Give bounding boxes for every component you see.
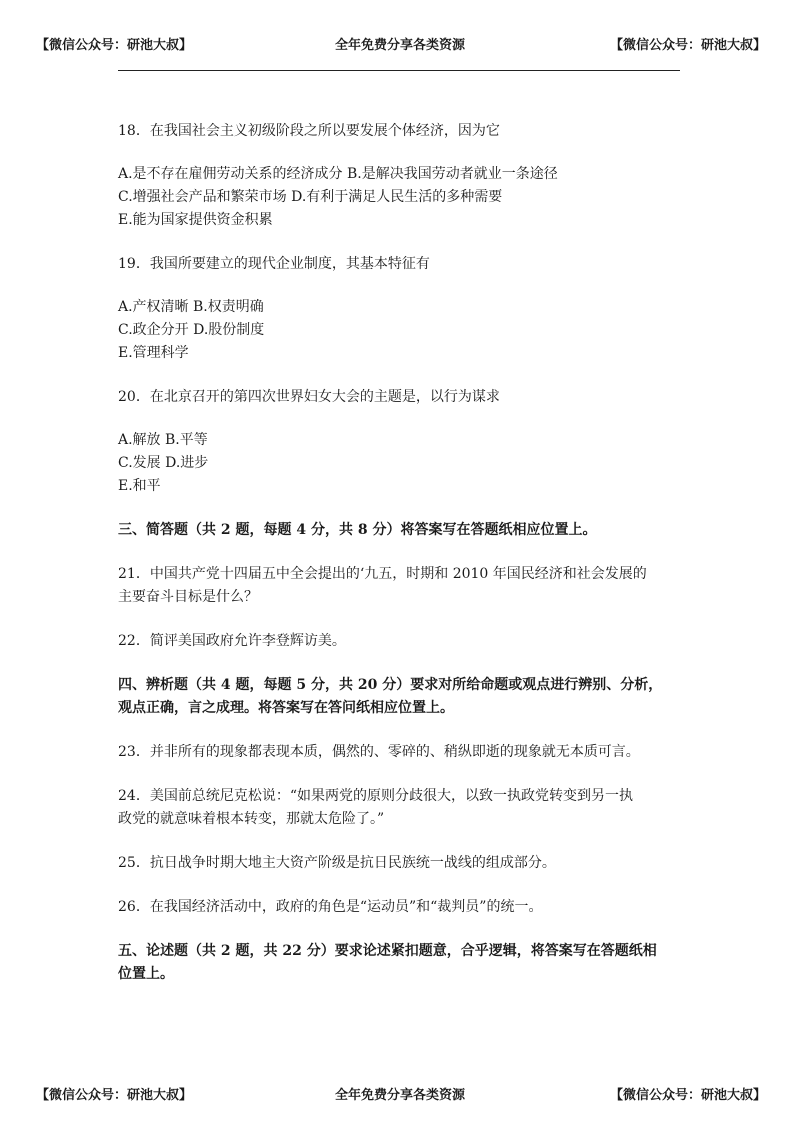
footer-left-text: 【微信公众号：研池大叔】 — [36, 1088, 193, 1103]
question-20-option-line: A.解放 B.平等 — [118, 432, 208, 448]
question-20-option-line: C.发展 D.进步 — [118, 455, 209, 471]
header-left-text: 【微信公众号：研池大叔】 — [36, 38, 193, 53]
question-23: 23．并非所有的现象都表现本质，偶然的、零碎的、稍纵即逝的现象就无本质可言。 — [118, 744, 640, 760]
question-20-option-line: E.和平 — [118, 478, 161, 494]
question-22: 22．简评美国政府允许李登辉访美。 — [118, 633, 346, 649]
question-19-option-line: C.政企分开 D.股份制度 — [118, 322, 265, 338]
question-20-options — [118, 429, 688, 498]
footer-center-text: 全年免费分享各类资源 — [334, 1088, 465, 1103]
question-25: 25．抗日战争时期大地主大资产阶级是抗日民族统一战线的组成部分。 — [118, 855, 556, 871]
section-5-heading-line: 五、论述题（共 2 题，共 22 分）要求论述紧扣题意，合乎逻辑，将答案写在答题纸相 — [118, 943, 657, 959]
question-24-line: 24．美国前总统尼克松说：“如果两党的原则分歧很大，以致一执政党转变到另一执 — [118, 788, 633, 804]
page-header — [0, 34, 800, 54]
question-18-option-line: C.增强社会产品和繁荣市场 D.有利于满足人民生活的多种需要 — [118, 189, 503, 205]
question-18-stem: 18．在我国社会主义初级阶段之所以要发展个体经济，因为它 — [118, 123, 500, 139]
page-footer — [0, 1084, 800, 1104]
question-18-option-line: E.能为国家提供资金积累 — [118, 212, 273, 228]
section-4-heading-line: 四、辨析题（共 4 题，每题 5 分，共 20 分）要求对所给命题或观点进行辨别、分析， — [118, 677, 663, 693]
header-right-text: 【微信公众号：研池大叔】 — [609, 38, 766, 53]
document-body — [118, 120, 688, 986]
question-21-line: 主要奋斗目标是什么？ — [118, 589, 258, 605]
question-18-options — [118, 163, 688, 232]
question-19-option-line: E.管理科学 — [118, 345, 189, 361]
footer-right-text: 【微信公众号：研池大叔】 — [609, 1088, 766, 1103]
header-divider — [118, 70, 680, 71]
section-4-heading-line: 观点正确，言之成理。将答案写在答问纸相应位置上。 — [118, 700, 454, 716]
question-19-option-line: A.产权清晰 B.权责明确 — [118, 299, 264, 315]
question-19-stem: 19．我国所要建立的现代企业制度，其基本特征有 — [118, 256, 430, 272]
question-18-option-line: A.是不存在雇佣劳动关系的经济成分 B.是解决我国劳动者就业一条途径 — [118, 166, 558, 182]
question-21-line: 21．中国共产党十四届五中全会提出的‘九五，时期和 2010 年国民经济和社会发展的 — [118, 566, 647, 582]
question-24-line: 政党的就意味着根本转变，那就太危险了。” — [118, 811, 385, 827]
question-20-stem: 20．在北京召开的第四次世界妇女大会的主题是，以行为谋求 — [118, 389, 500, 405]
header-center-text: 全年免费分享各类资源 — [334, 38, 465, 53]
question-19-options — [118, 296, 688, 365]
question-26: 26．在我国经济活动中，政府的角色是“运动员”和“裁判员”的统一。 — [118, 899, 543, 915]
section-3-heading: 三、简答题（共 2 题，每题 4 分，共 8 分）将答案写在答题纸相应位置上。 — [118, 522, 597, 538]
section-5-heading-line: 位置上。 — [118, 966, 174, 982]
